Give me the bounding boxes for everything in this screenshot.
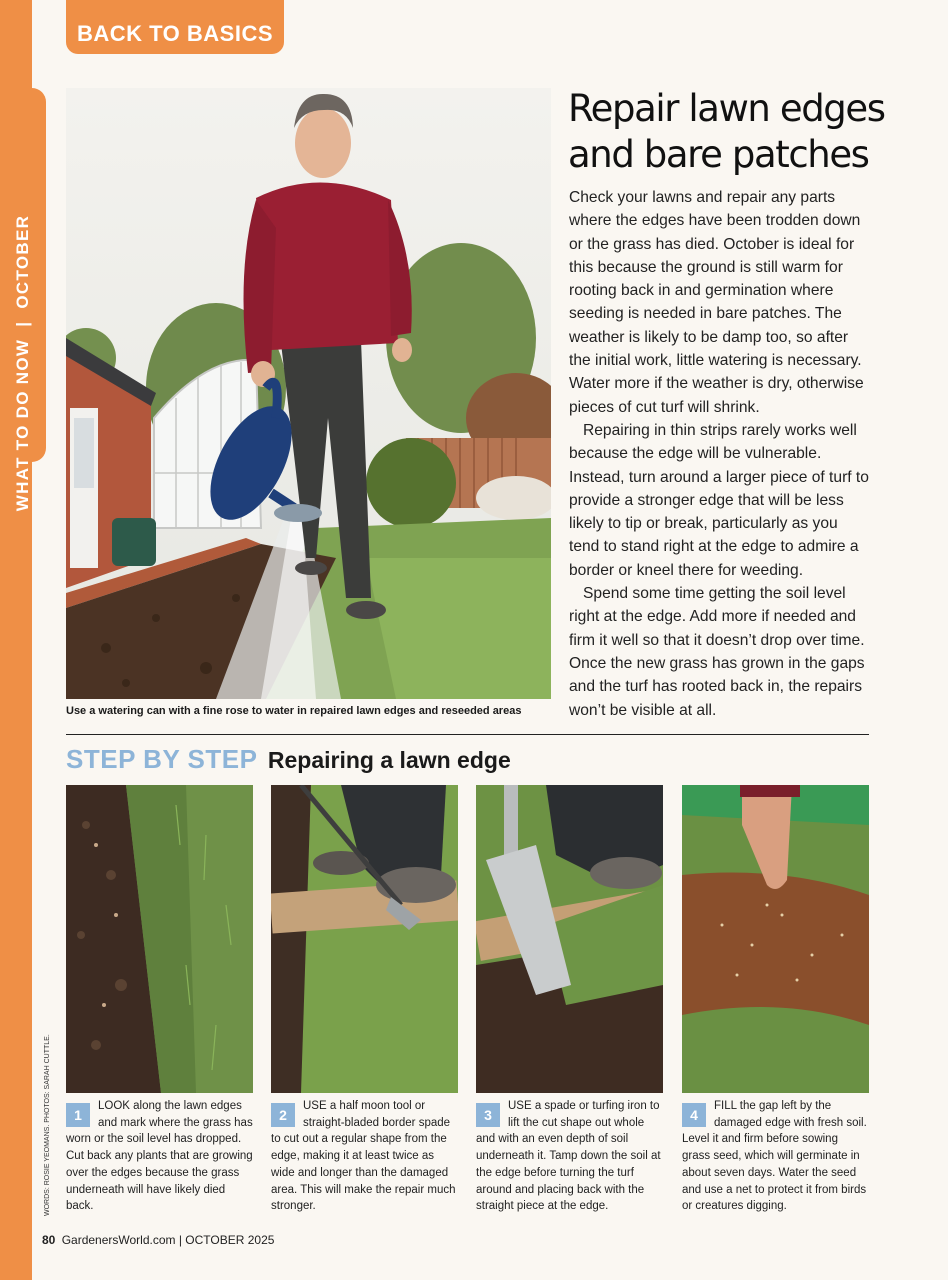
step-number-badge: 2	[271, 1103, 295, 1127]
article-paragraph: Repairing in thin strips rarely works well because the edge will be vulnerable. Instead, turn around a larger piece of turf to provide a stronger edge that will be less likely to tip or break, particularly as you tend to stand right at the edge to admire a border or kneel there for weeding.	[569, 421, 869, 579]
step-2-photo	[271, 785, 458, 1093]
footer-text: GardenersWorld.com | OCTOBER 2025	[61, 1233, 275, 1247]
step-description: FILL the gap left by the damaged edge with fresh soil. Level it and firm before sowing grass seed, which will germinate in about seven days. Water the seed and use a net to protect it from birds or creatures digging.	[682, 1100, 867, 1213]
step-1-text	[66, 1098, 253, 1215]
photo-credits: WORDS: ROSIE YEOMANS. PHOTOS: SARAH CUTTLE.	[44, 1034, 51, 1216]
hero-caption: Use a watering can with a fine rose to water in repaired lawn edges and reseeded areas	[66, 705, 522, 717]
step-number-badge: 3	[476, 1103, 500, 1127]
article-body	[569, 186, 871, 722]
article-title: Repair lawn edges and bare patches	[568, 87, 885, 176]
step-3-text	[476, 1098, 663, 1215]
step-2-text	[271, 1098, 458, 1215]
article-paragraph: Spend some time getting the soil level right at the edge. Add more if needed and firm it well so that it doesn’t drop over time. Once the new grass has grown in the gaps and the turf has rooted back in, the repairs won’t be visible at all.	[569, 585, 865, 719]
steps-label: STEP BY STEP	[66, 744, 258, 774]
step-number-badge: 1	[66, 1103, 90, 1127]
step-description: USE a spade or turfing iron to lift the cut shape out whole and with an even depth of soil underneath it. Tamp down the soil at the edge before turning the turf around and placing back with the straight piece at the edge.	[476, 1100, 661, 1213]
step-4-photo	[682, 785, 869, 1093]
section-divider	[66, 734, 869, 735]
article-paragraph: Check your lawns and repair any parts where the edges have been trodden down or the grass has died. October is ideal for this because the ground is still warm for rooting back in and germination where seeding is needed in bare patches. The weather is likely to be damp too, so after the initial work, little watering is necessary. Water more if the weather is dry, otherwise pieces of cut turf will shrink.	[569, 189, 864, 416]
step-description: LOOK along the lawn edges and mark where the grass has worn or the soil level has dropped. Cut back any plants that are growing over the edges because the grass underneath will have likely died back.	[66, 1100, 253, 1213]
section-tag: BACK TO BASICS	[66, 0, 284, 54]
step-description: USE a half moon tool or straight-bladed border spade to cut out a regular shape from the edge, making it at least twice as wide and longer than the damaged area. This will make the repair much stronger.	[271, 1100, 456, 1213]
steps-heading	[66, 744, 511, 775]
side-tab-label: WHAT TO DO NOW | OCTOBER	[13, 214, 32, 512]
step-1-photo	[66, 785, 253, 1093]
side-tab	[0, 88, 46, 512]
step-number-badge: 4	[682, 1103, 706, 1127]
hero-photo	[66, 88, 551, 699]
steps-title: Repairing a lawn edge	[267, 747, 511, 773]
step-3-photo	[476, 785, 663, 1093]
page-footer	[42, 1233, 274, 1247]
step-4-text	[682, 1098, 869, 1215]
page-number: 80	[42, 1233, 56, 1247]
